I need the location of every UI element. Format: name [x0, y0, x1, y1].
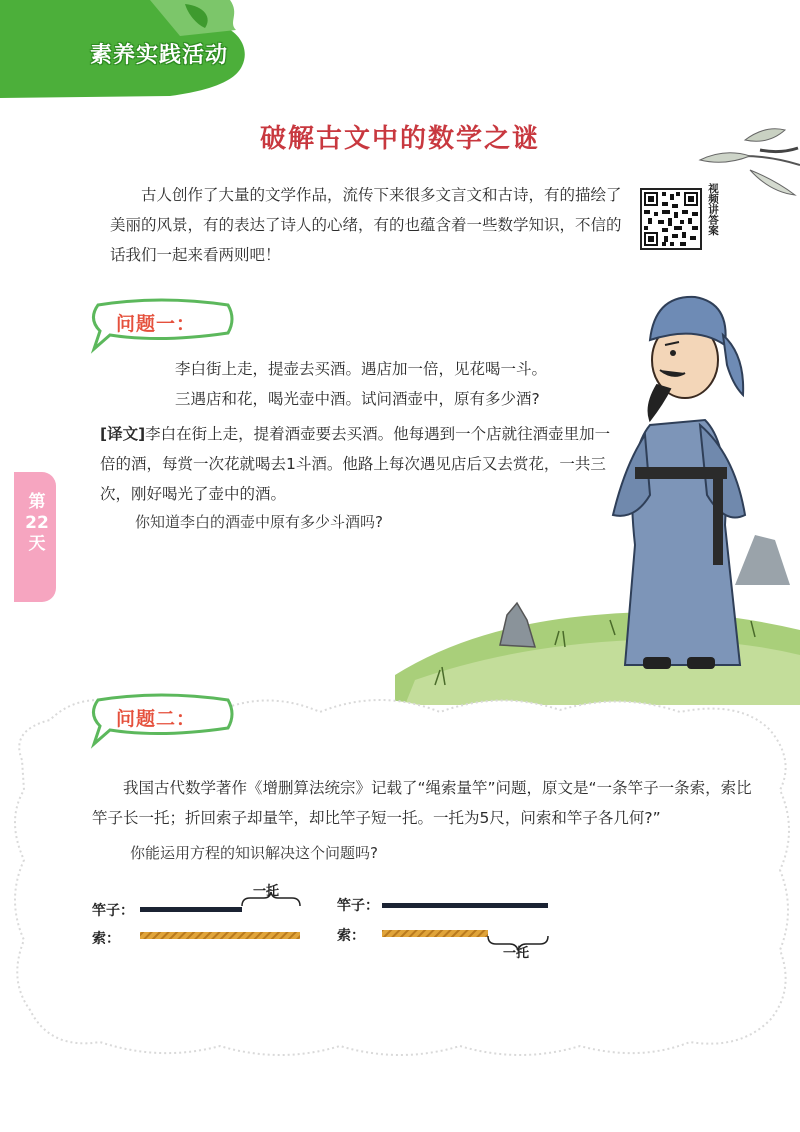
left-span-brace	[242, 892, 300, 906]
left-pole-label: 竿子：	[92, 903, 134, 919]
translation-tag: [译文]	[100, 425, 146, 443]
left-rope-bar	[140, 932, 300, 939]
pole-rope-diagram	[0, 870, 800, 970]
qr-code-icon[interactable]	[640, 188, 702, 250]
right-span-label: 一托	[503, 946, 530, 961]
left-pole-bar	[140, 907, 242, 912]
left-rope-label: 索：	[92, 931, 120, 947]
day-side-tab-text: 第22天	[25, 492, 49, 554]
poem-line-1: 李白街上走，提壶去买酒。遇店加一倍，见花喝一斗。	[175, 360, 548, 378]
right-rope-bar	[382, 930, 488, 937]
translation-paragraph	[100, 419, 620, 509]
problem-one-tag-text: 问题一：	[116, 313, 197, 335]
problem-two-tag-text: 问题二：	[116, 708, 197, 730]
right-pole-bar	[382, 903, 548, 908]
problem-one-tag	[80, 295, 240, 355]
diagram-lines	[0, 870, 800, 970]
problem-two-tag	[80, 690, 240, 750]
right-rope-label: 索：	[337, 928, 365, 944]
intro-paragraph: 古人创作了大量的文学作品，流传下来很多文言文和古诗，有的描绘了美丽的风景，有的表达了诗人的心绪，有的也蕴含着一些数学知识，不信的话我们一起来看两则吧！	[110, 186, 622, 264]
qr-code-label: 视频讲答案	[707, 183, 719, 236]
right-span-brace	[488, 936, 548, 950]
right-pole-label: 竿子：	[337, 898, 379, 914]
left-span-label: 一托	[253, 884, 280, 899]
problem-two-question: 你能运用方程的知识解决这个问题吗?	[130, 844, 378, 862]
translation-text: 李白在街上走，提着酒壶要去买酒。他每遇到一个店就往酒壶里加一倍的酒，每赏一次花就喝去1斗酒。他路上每次遇见店后又去赏花，一共三次，刚好喝光了壶中的酒。	[100, 425, 611, 503]
page-title: 破解古文中的数学之谜	[259, 124, 540, 154]
poem-line-2: 三遇店和花，喝光壶中酒。试问酒壶中，原有多少酒?	[175, 390, 540, 408]
problem-two-paragraph: 我国古代数学著作《增删算法统宗》记载了“绳索量竿”问题，原文是“一条竿子一条索，索比竿子长一托；折回索子却量竿，却比竿子短一托。一托为5尺，问索和竿子各几何?”	[92, 779, 752, 827]
header-title: 素养实践活动	[90, 43, 229, 68]
problem-one-question: 你知道李白的酒壶中原有多少斗酒吗?	[135, 513, 383, 531]
